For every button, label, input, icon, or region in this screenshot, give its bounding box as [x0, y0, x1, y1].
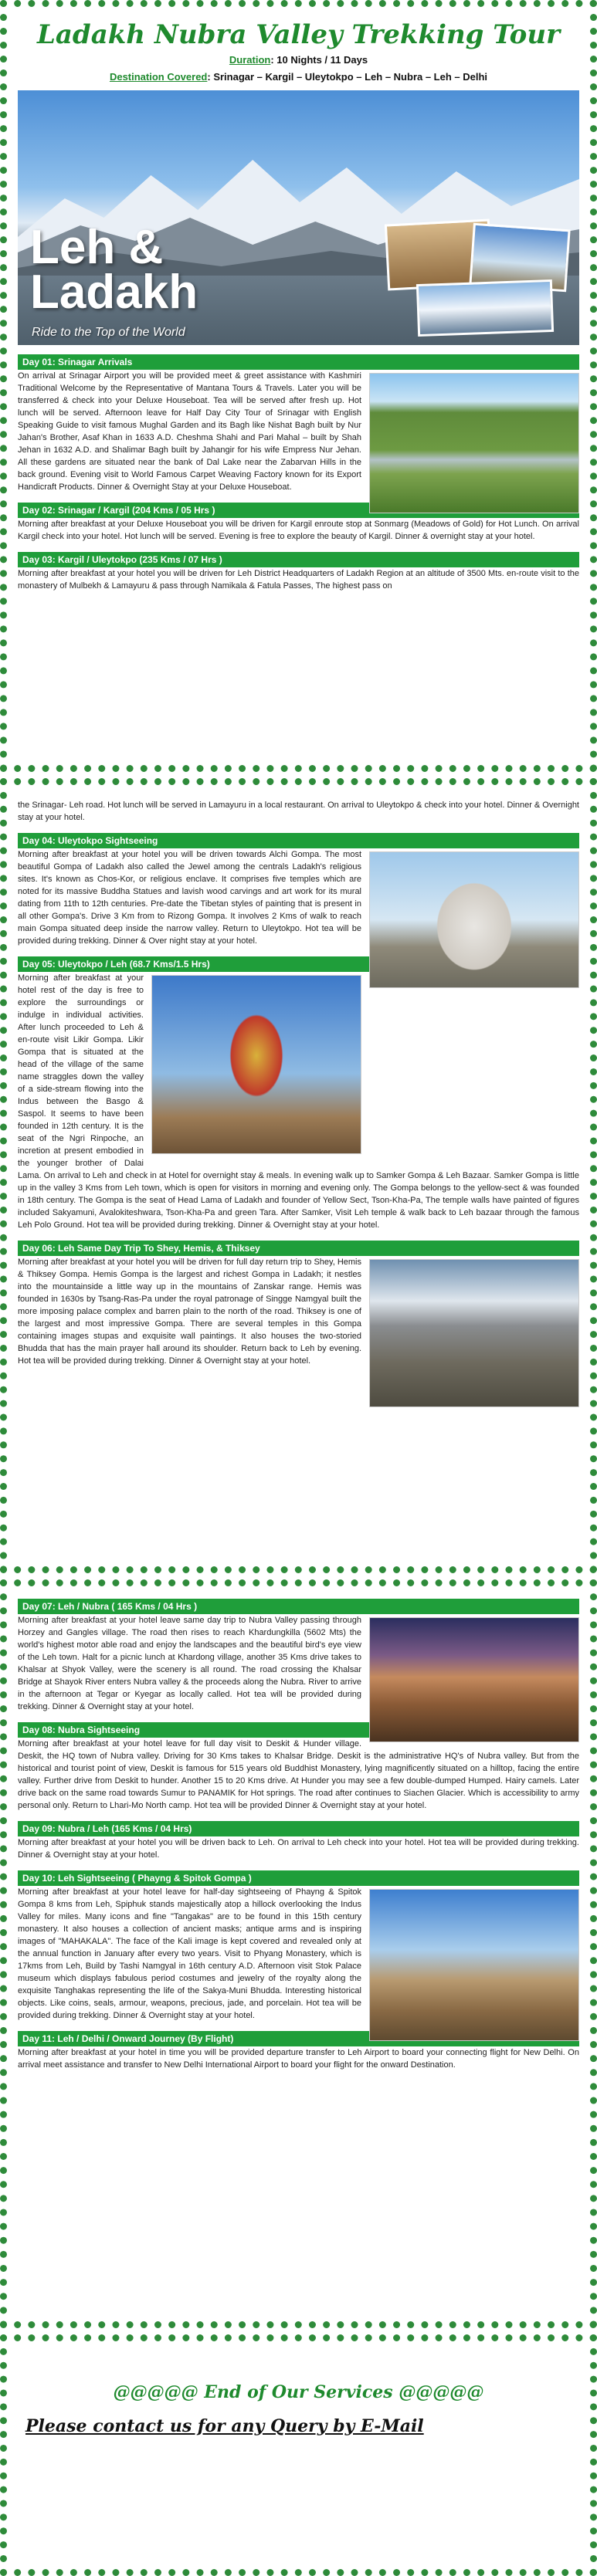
- buddha-statue-image: [369, 851, 579, 988]
- day-08-heading: Day 08: Nubra Sightseeing: [18, 1722, 579, 1738]
- day-09-heading: Day 09: Nubra / Leh (165 Kms / 04 Hrs): [18, 1821, 579, 1836]
- day-02-heading: Day 02: Srinagar / Kargil (204 Kms / 05 Hrs ): [18, 503, 579, 518]
- day-09-text: Morning after breakfast at your hotel you will be driven back to Leh. On arrival to Leh check into your hotel. Hot tea will be provided during trekking. Dinner & Overnight stay at your hotel.: [18, 1838, 579, 1860]
- maitreya-statue-image: [151, 975, 361, 1154]
- contact-query-line: Please contact us for any Query by E-Mail: [25, 2416, 424, 2436]
- destinations-line: [18, 69, 579, 86]
- hero-photo-collage: [386, 222, 572, 337]
- duration-line: [18, 52, 579, 69]
- hero-brand-line2: Ladakh: [30, 266, 198, 319]
- day-01-heading: Day 01: Srinagar Arrivals: [18, 354, 579, 370]
- duration-label: Duration: [229, 54, 271, 66]
- page-4: [0, 2334, 597, 2576]
- tour-title: Ladakh Nubra Valley Trekking Tour: [37, 19, 560, 50]
- day-11-heading: Day 11: Leh / Delhi / Onward Journey (By Flight): [18, 2031, 579, 2046]
- day-04-text: Morning after breakfast at your hotel you will be driven towards Alchi Gompa. The most beautiful Gompa of Ladakh also called the Jewel among the centrals Ladakh's religious sites. It's known as Chos-Kor, or religious enclave. It comprises five temples which are noted for its massive Buddha Statues and lavish wood carvings and art work for its mural dating from 11th to 12th centuries. Pre-date the Tibetan styles of painting that is present in all other Gompa's. Drive 3 Km from to Rizong Gompa. It involves 2 Kms of walk to reach main Gompa situated deep inside the narrow valley. Return to Uleytokpo. Hot tea will be provided during trekking. Dinner & Over night stay at your hotel.: [18, 850, 361, 946]
- day-08-text: Morning after breakfast at your hotel leave for full day visit to Deskit & Hunder village. Deskit, the HQ town of Nubra valley. Driving for 30 Kms takes to Khalsar Bridge. Deskit is the administrative HQ's of Nubra valley. But from the historical and tourist point of view, Deskit is famous for 515 years old Buddhist Monastery, lying magnificently situated on a hilltop, facing the entire valley. Further drive from Deskit to hunder. Another 15 to 20 Kms drive. At Hunder you may see a few double-dumped Humped. Hairy camels. Later drive back on the same road towards Sumur to PANAMIK for Hot springs. The road after continues to Siachen Glacier. Which is accessibility to army personal only. Return to Lhari-Mo North camp. Hot tea will be provided Dinner & Overnight stay at your hotel.: [18, 1739, 579, 1810]
- day-01-text: On arrival at Srinagar Airport you will be provided meet & greet assistance with Kashmiri Traditional Welcome by the Representative of Mantana Tours & Travels. Later you will be transferred & check into your Deluxe Houseboat. Tea will be served after fresh up. Hot lunch will be served. Afternoon leave for Half Day City Tour of Srinagar with English Speaking Guide to visit famous Mughal Garden and its Bagh like Nishat Bagh built by Nur Jahan's Brother, Asaf Khan in 1633 A.D. Cheshma Shahi and Pari Mahal – built by Shah Jehan in 1632 A.D. and Shalimar Bagh built by Jahangir for his wife Empress Nur Jehan. All these gardens are situated near the bank of Dal Lake near the Zabarvan Hills in the back ground. Evening visit to World Famous Carpet Weaving Factory known for its Export Handicraft Products. Dinner & Overnight Stay at your Deluxe Houseboat.: [18, 371, 361, 492]
- hero-banner: [18, 90, 579, 345]
- day-10-text: Morning after breakfast at your hotel leave for half-day sightseeing of Phayng & Spitok Gompa 8 kms from Leh, Spiphuk stands majestically atop a hillock overlooking the Indus Valley for miles. Many icons and fine "Tangakas" are to be found in this 15th century monastery. It also houses a collection of ancient masks; antique arms and is inspiring images of "MAHAKALA". The face of the Kali image is kept covered and revealed only at the annual function in January after every two years. Visit to Phyang Monastery, which is 17kms from Leh, Build by Tashi Namgyal in 16th century A.D. Afternoon visit Stok Palace museum which displays fabulous period costumes and jewelry of the royalty along the exquisite Tanghakas representing the life of the Sakya-Muni Bhudda. Interesting historical objects. Like coins, seals, armour, weapons, precious, jade, and porcelain. Hot tea will be provided during trekking. Dinner & Overnight stay at your hotel.: [18, 1887, 361, 2020]
- day-10-heading: Day 10: Leh Sightseeing ( Phayng & Spitok Gompa ): [18, 1870, 579, 1886]
- day-07-text: Morning after breakfast at your hotel leave same day trip to Nubra Valley passing through Horzey and Gangles village. The road then rises to reach Khardungkilla (5602 Mts) the world's highest motor able road and enjoy the landscapes and the beautiful bird's eye view of the Leh town. Halt for a picnic lunch at Khardong village, another 35 Kms drive takes to Khalsar at Shyok Valley, were the scenery is all round. The road crossing the Khalsar Bridge at Shayok River enters Nubra valley & the proceeds along the Nubra. River to arrive in the afternoon at Tegar or Kyegar as locally called. Hot tea will be provided during trekking. Dinner & Overnight stay at your hotel.: [18, 1616, 361, 1711]
- day-03-text: Morning after breakfast at your hotel you will be driven for Leh District Headquarters of Ladakh Region at an altitude of 3500 Mts. en-route visit to the monastery of Mulbekh & Lamayuru & pass through Namikala & Fatula Passes, The highest pass on: [18, 569, 579, 591]
- day-11-text: Morning after breakfast at your hotel in time you will be provided departure transfer to Leh Airport to board your connecting flight for New Delhi. On arrival meet assistance and transfer to New Delhi International Airport to board your flight for the onward Destination.: [18, 2048, 579, 2070]
- destinations-value: : Srinagar – Kargil – Uleytokpo – Leh – Nubra – Leh – Delhi: [207, 71, 488, 83]
- hero-tagline: Ride to the Top of the World: [32, 326, 185, 339]
- day-04-heading: Day 04: Uleytokpo Sightseeing: [18, 833, 579, 848]
- valley-photo: [416, 279, 554, 337]
- hemis-monastery-image: [369, 1259, 579, 1407]
- end-of-services: @@@@@ End of Our Services @@@@@: [113, 2382, 484, 2402]
- page-2: [0, 778, 597, 1573]
- hero-brand-line1: Leh &: [30, 221, 164, 274]
- day-02-text: Morning after breakfast at your Deluxe Houseboat you will be driven for Kargil enroute stop at Sonmarg (Meadows of Gold) for Hot Lunch. On arrival Kargil check into your hotel. Hot lunch will be served. Evening is free to explore the beauty of Kargil. Dinner & overnight stay at your hotel.: [18, 520, 579, 541]
- day-05-text: Morning after breakfast at your hotel rest of the day is free to explore the surroundings or indulge in individual activities. After lunch proceeded to Leh & en-route visit Likir Gompa. Likir Gompa that is situated at the head of the village of the same name straggles down the valley of a side-stream flowing into the Indus between the Basgo & Saspol. It seems to have been founded in 12th century. It is the seat of the Ngri Rinpoche, an incretion at present embodied in the younger brother of Dalai Lama. On arrival to Leh and check in at Hotel for overnight stay & meals. In evening walk up to Samker Gompa & Leh Bazaar. Samker Gompa is little up in the valley 3 Kms from Leh town, which is open for visitors in morning and evening only. The Gompa belongs to the yellow-sect & was founded in 18th century. The Gompa is the seat of Head Lama of Ladakh and founder of Yellow Sect, Tson-Kha-Pa, The temple walls have painted of figures included Sakyamuni, Avalokiteshwara, Tson-Kha-Pa and green Tara. After Samker, Visit Leh temple & walk back to Leh bazaar through the famous Leh Polo Ground. Hot tea will be provided during trekking. Dinner & Overnight stay at your hotel.: [18, 973, 579, 1230]
- hero-brand: [30, 221, 198, 319]
- day-03-heading: Day 03: Kargil / Uleytokpo (235 Kms / 07 Hrs ): [18, 552, 579, 567]
- day-06-heading: Day 06: Leh Same Day Trip To Shey, Hemis, & Thiksey: [18, 1241, 579, 1256]
- day-05-heading: Day 05: Uleytokpo / Leh (68.7 Kms/1.5 Hrs): [18, 956, 579, 972]
- diskit-monastery-image: [369, 1617, 579, 1742]
- page-1: [0, 0, 597, 772]
- duration-value: : 10 Nights / 11 Days: [270, 54, 368, 66]
- mughal-garden-image: [369, 373, 579, 513]
- destinations-label: Destination Covered: [109, 71, 208, 83]
- thiksey-monastery-image: [369, 1889, 579, 2041]
- day-06-text: Morning after breakfast at your hotel you will be driven for full day return trip to Shey, Hemis & Thiksey Gompa. Hemis Gompa is the largest and richest Gompa in Ladakh; it nestles into the mountainside a little way up in the mountains of Zanskar range. Hemis was founded in 1630s by Tsang-Ras-Pa under the royal patronage of Singge Namgyal built the more imposing palace complex and barren plain to the north of the road. Thiksey is one of the largest and most impressive Gompa. There are several temples in this Gompa containing images stupas and exquisite wall paintings. It also houses the two-storied Bhudda that has the main prayer hall around its shoulder. Return back to Leh by evening. Hot tea will be provided during trekking. Dinner & Overnight stay at your hotel.: [18, 1258, 361, 1366]
- day-03-text-continued: the Srinagar- Leh road. Hot lunch will be served in Lamayuru in a local restaurant. On arrival to Uleytokpo & check into your hotel. Dinner & Overnight stay at your hotel.: [18, 801, 579, 822]
- page-3: [0, 1579, 597, 2328]
- day-07-heading: Day 07: Leh / Nubra ( 165 Kms / 04 Hrs ): [18, 1599, 579, 1614]
